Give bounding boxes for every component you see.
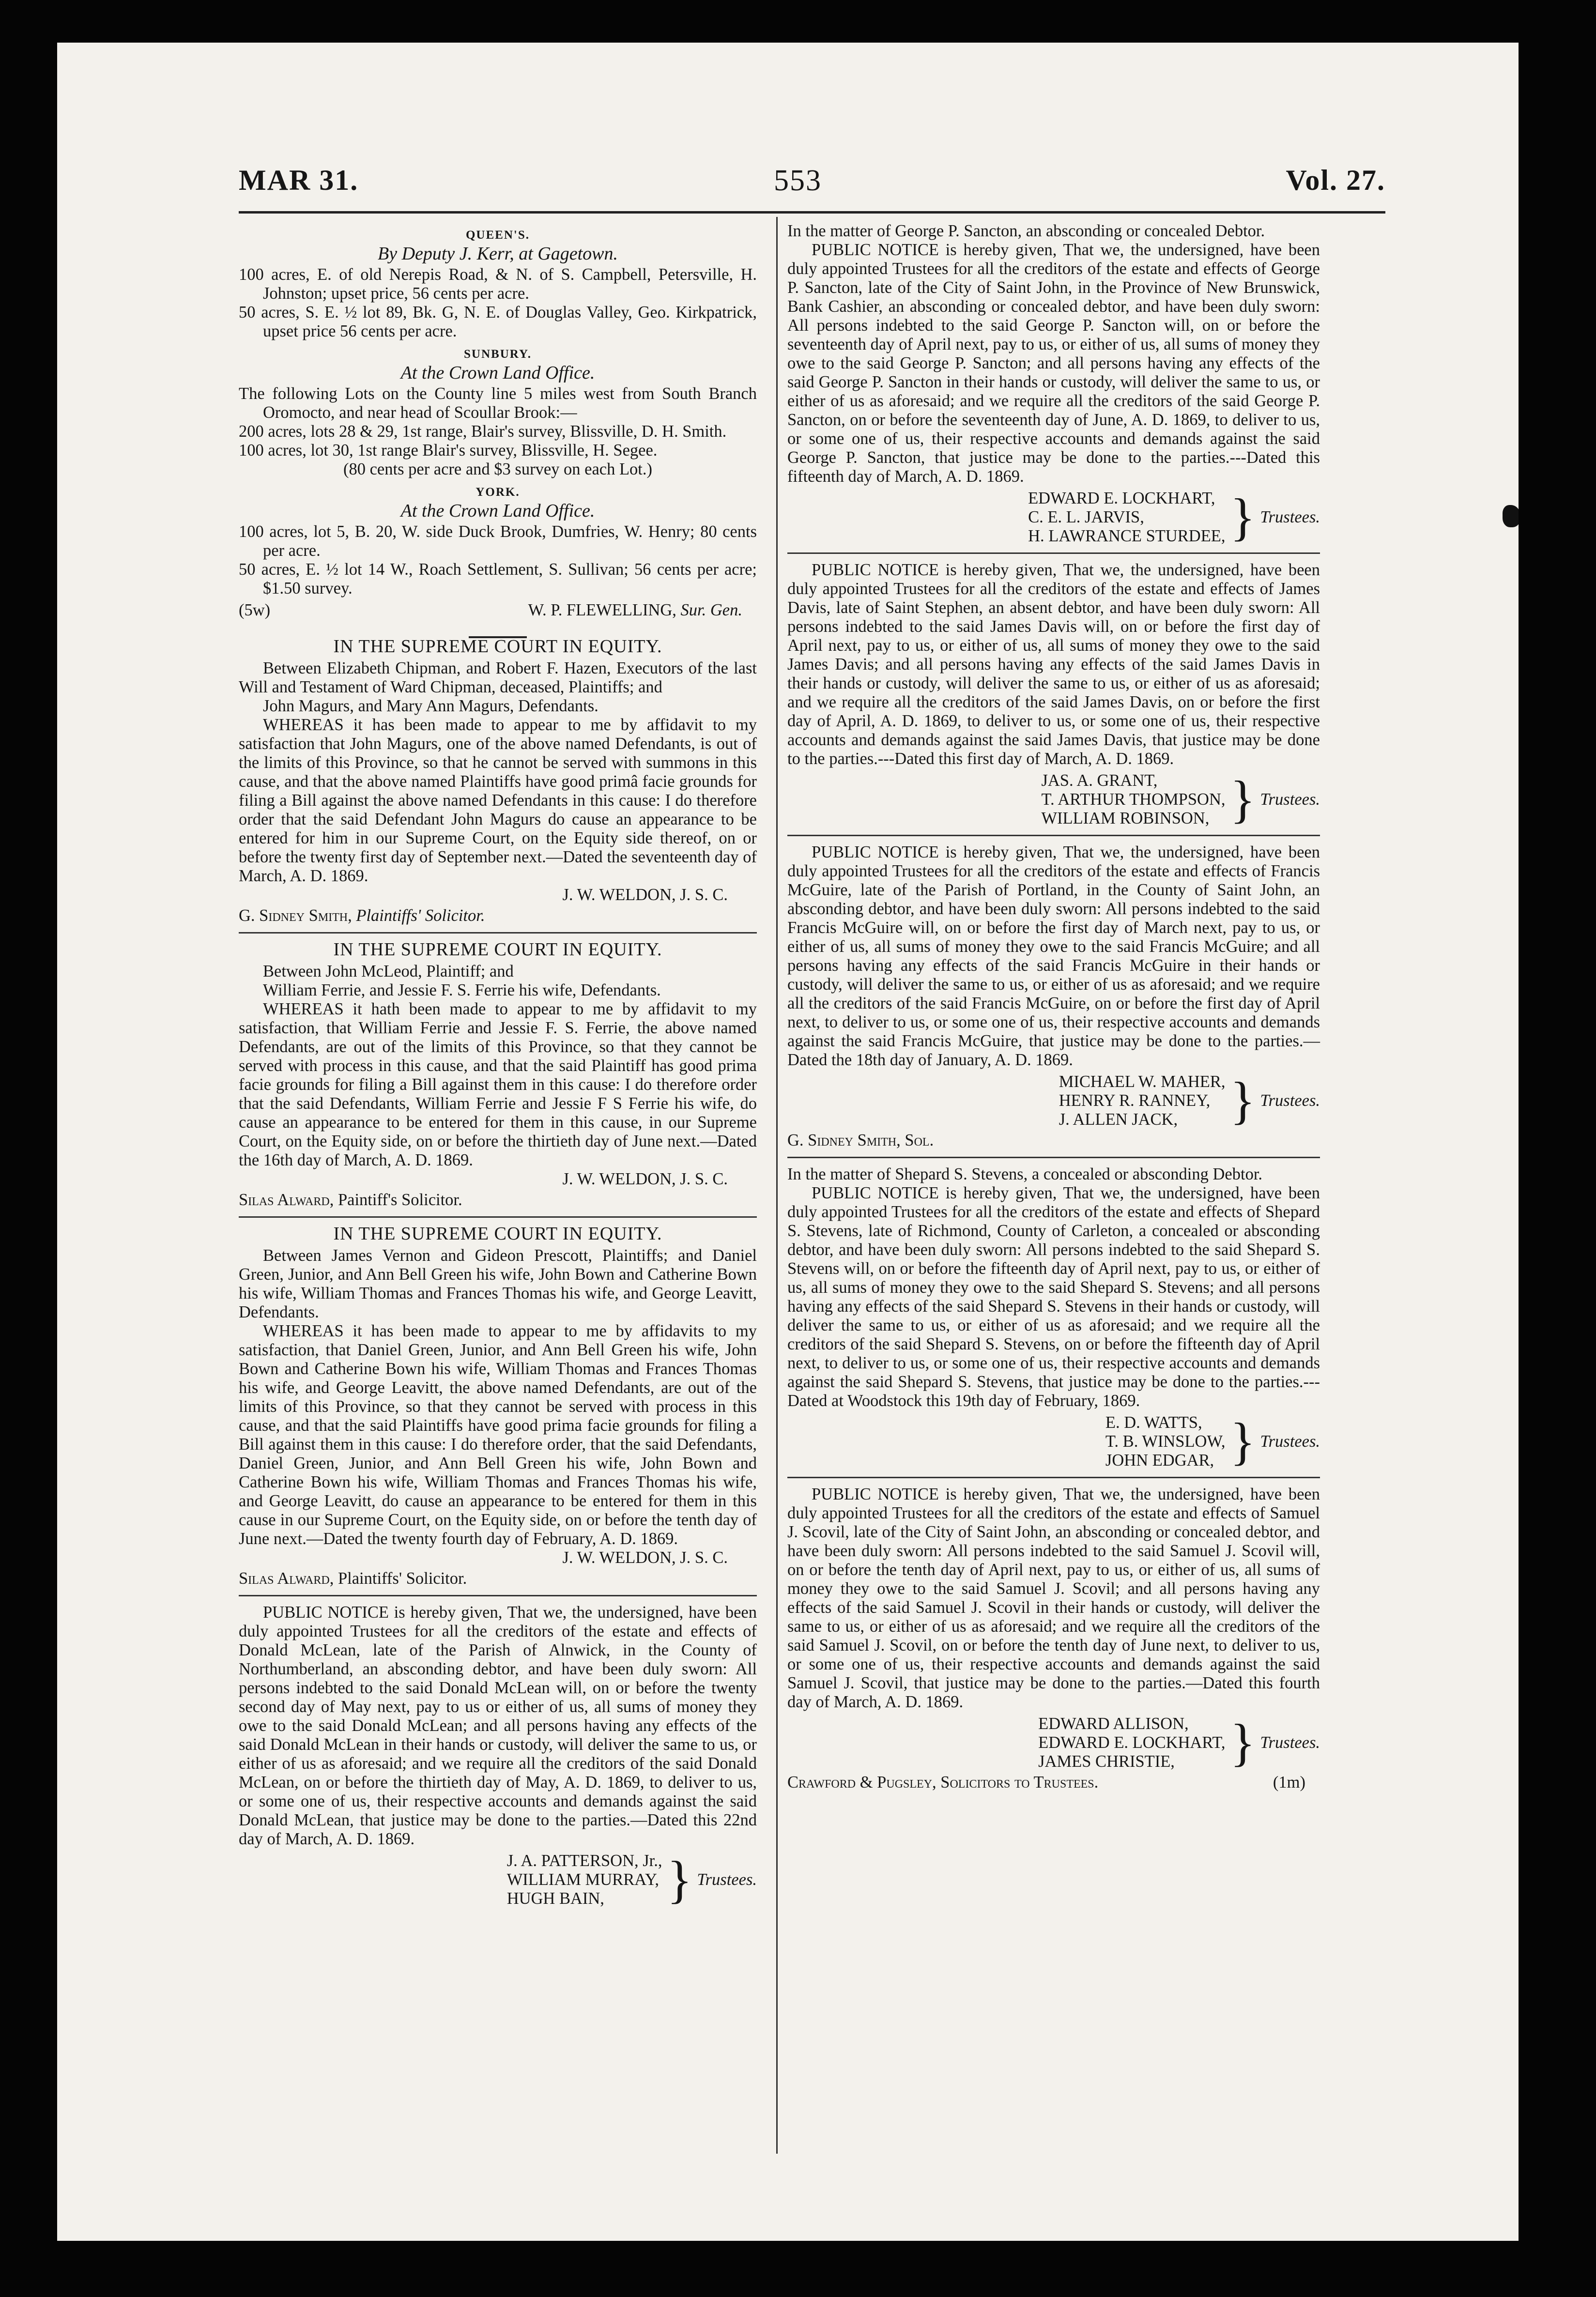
trustee-block (787, 489, 1320, 546)
trustee-name: EDWARD E. LOCKHART, (1038, 1733, 1226, 1752)
county-heading: SUNBURY. (464, 348, 532, 361)
right-column (787, 222, 1320, 1792)
surveyor-signature (528, 601, 757, 620)
county-heading: QUEEN'S. (465, 229, 530, 242)
trustee-name: C. E. L. JARVIS, (1028, 508, 1144, 526)
trustee-name: WILLIAM ROBINSON, (1041, 809, 1210, 827)
trustee-name: J. ALLEN JACK, (1059, 1110, 1178, 1129)
surveyor-title: Sur. Gen. (680, 601, 742, 619)
solicitor-role: Plaintiffs' Solicitor. (356, 906, 485, 925)
lot-entry: 100 acres, E. of old Nerepis Road, & N. of S. Campbell, Petersville, H. Johnston; upset price, 56 cents per acre. (239, 265, 757, 303)
notice-heading: IN THE SUPREME COURT IN EQUITY. (333, 1224, 662, 1244)
trustee-names (1038, 1715, 1225, 1771)
page-number: 553 (774, 164, 822, 197)
judge-signature: J. W. WELDON, J. S. C. (562, 1548, 728, 1567)
trustee-notice-stevens (787, 1165, 1320, 1470)
volume-number: Vol. 27. (1286, 164, 1385, 196)
ink-blot (1503, 505, 1519, 527)
matter-line: In the matter of Shepard S. Stevens, a concealed or absconding Debtor. (787, 1165, 1263, 1183)
crown-lands-york (239, 483, 757, 598)
notice-separator (239, 932, 757, 934)
solicitor-row (787, 1773, 1320, 1792)
lots-intro: The following Lots on the County line 5 miles west from South Branch Oromocto, and near head of Scoullar Brook:— (239, 384, 757, 422)
notice-body: WHEREAS it has been made to appear to me by affidavits to my satisfaction, that Daniel Green, Junior, and Ann Bell Green his wife, John Bown and Catherine Bown his wife, William Thomas and Frances Thomas his wife, and George Leavitt, the above named Defendants, are out of the limits of this Province, so that they cannot be served with process in this cause, and that the said Plaintiffs have good prima facie grounds for filing a Bill against them in this cause: I do therefore order, that the said Defendants, Daniel Green, Junior, and Ann Bell Green his wife, John Bown and Catherine Bown his wife, William Thomas and Frances Thomas his wife, and George Leavitt, do cause an appearance to be entered for them in this cause in our Supreme Court, on the Equity side, on or before the tenth day of June next.—Dated the twenty fourth day of February, A. D. 1869. (239, 1322, 757, 1548)
column-divider (776, 217, 778, 2154)
equity-notice-vernon (239, 1225, 757, 1588)
trustee-name: JOHN EDGAR, (1105, 1451, 1214, 1470)
equity-notice-chipman (239, 637, 757, 925)
trustee-name: JAS. A. GRANT, (1041, 771, 1158, 790)
crown-lands-sunbury (239, 345, 757, 479)
lot-entry: 200 acres, lots 28 & 29, 1st range, Blair's survey, Blissville, D. H. Smith. (239, 422, 727, 441)
insertion-code: (5w) (239, 601, 271, 619)
trustee-name: WILLIAM MURRAY, (506, 1870, 660, 1889)
crown-lands-queens (239, 226, 757, 341)
notice-body: PUBLIC NOTICE is hereby given, That we, the undersigned, have been duly appointed Trustees for all the creditors of the estate and effects of George P. Sancton, late of the City of Saint John, in the Province of New Brunswick, Bank Cashier, an absconding or concealed debtor, and have been duly sworn: All persons indebted to the said George P. Sancton will, on or before the seventeenth day of April next, pay to us, or either of us, all sums of money they owe to the said George P. Sancton; and all persons having any effects of the said George P. Sancton in their hands or custody, will deliver the same to us, or either of us as aforesaid; and we require all the creditors of the said George P. Sancton, on or before the seventeenth day of June, A. D. 1869, to deliver to us, or some one of us, their respective accounts and demands against the said George P. Sancton, that justice may be done to the parties.---Dated this fifteenth day of March, A. D. 1869. (787, 241, 1320, 486)
trustee-name: T. ARTHUR THOMPSON, (1041, 790, 1226, 809)
trustee-names (1105, 1413, 1226, 1470)
solicitor-role: Paintiff's Solicitor. (338, 1191, 462, 1209)
trustee-block (787, 1413, 1320, 1470)
notice-heading: IN THE SUPREME COURT IN EQUITY. (333, 939, 662, 960)
trustee-name: HUGH BAIN, (506, 1889, 604, 1908)
judge-signature: J. W. WELDON, J. S. C. (562, 1170, 728, 1188)
notice-parties: John Magurs, and Mary Ann Magurs, Defendants. (263, 697, 598, 715)
lot-entry: 100 acres, lot 30, 1st range Blair's survey, Blissville, H. Segee. (239, 441, 658, 459)
notice-separator (787, 1477, 1320, 1478)
trustee-names (1028, 489, 1225, 546)
notice-separator (787, 1157, 1320, 1158)
brace-glyph: } (1230, 770, 1256, 828)
lot-entry: 50 acres, S. E. ½ lot 89, Bk. G, N. E. of Douglas Valley, Geo. Kirkpatrick, upset price 56 cents per acre. (239, 303, 757, 340)
solicitor-line (239, 1191, 757, 1210)
lot-entry: 100 acres, lot 5, B. 20, W. side Duck Brook, Dumfries, W. Henry; 80 cents per acre. (239, 522, 757, 560)
trustee-notice-davis (787, 561, 1320, 828)
brace-glyph: } (1230, 1072, 1256, 1130)
notice-separator (787, 552, 1320, 554)
agent-line: At the Crown Land Office. (400, 363, 595, 383)
solicitor-name: G. Sidney Smith, (239, 906, 352, 925)
notice-separator (239, 1595, 757, 1596)
notice-body: PUBLIC NOTICE is hereby given, That we, the undersigned, have been duly appointed Trustees for all the creditors of the estate and effects of Donald McLean, late of the Parish of Alnwick, in the County of Northumberland, an absconding debtor, and have been duly sworn: All persons indebted to the said Donald McLean will, on or before the twenty second day of May next, pay to us or either of us, all sums of money they owe to the said Donald McLean; and all persons having any effects of the said Donald McLean in their hands or custody, will deliver the same to us, or either of us as aforesaid; and we require all the creditors of the said Donald McLean, on or before the thirtieth day of May, A. D. 1869, to deliver to us, or some one of us, their respective accounts and demands against the said Donald McLean, that justice may be done to the parties.—Dated this 22nd day of March, A. D. 1869. (239, 1603, 757, 1848)
lot-entry: 50 acres, E. ½ lot 14 W., Roach Settlement, S. Sullivan; 56 cents per acre; $1.50 survey. (239, 560, 757, 597)
trustee-name: HENRY R. RANNEY, (1059, 1091, 1211, 1110)
solicitor-line: Crawford & Pugsley, Solicitors to Trustees. (787, 1773, 1099, 1792)
price-note: (80 cents per acre and $3 survey on each Lot.) (343, 460, 652, 478)
trustee-names (1059, 1072, 1226, 1129)
trustee-names (507, 1852, 662, 1908)
trustee-name: JAMES CHRISTIE, (1038, 1752, 1175, 1771)
lands-signature (239, 601, 757, 620)
notice-body: PUBLIC NOTICE is hereby given, That we, the undersigned, have been duly appointed Trustees for all the creditors of the estate and effects of James Davis, late of Saint Stephen, an absent debtor, and have been duly sworn: All persons indebted to the said James Davis will, on or before the first day of April next, pay to us, or either of us, all sums of money they owe to the said James Davis; and all persons having any effects of the said James Davis in their hands or custody, will deliver the same to us, or either of us as aforesaid; and we require all the creditors of the said James Davis, on or before the first day of April, A. D. 1869, to deliver to us, or some one of us, their respective accounts and demands against the said James Davis, that justice may be done to the parties.---Dated this first day of March, A. D. 1869. (787, 561, 1320, 768)
notice-parties: Between Elizabeth Chipman, and Robert F. Hazen, Executors of the last Will and Testament of Ward Chipman, deceased, Plaintiffs; and (239, 659, 757, 696)
notice-heading: IN THE SUPREME COURT IN EQUITY. (333, 636, 662, 657)
notice-body: WHEREAS it has been made to appear to me by affidavit to my satisfaction that John Magurs, one of the above named Defendants, is out of the limits of this Province, so that he cannot be served with summons in this cause, and that the above named Plaintiffs have good primâ facie grounds for filing a Bill against the above named Defendants in this cause: I do therefore order that the said Defendant John Magurs do cause an appearance to be entered for him in our Supreme Court, on the Equity side thereof, on or before the twenty first day of September next.—Dated the seventeenth day of March, A. D. 1869. (239, 716, 757, 885)
notice-parties: William Ferrie, and Jessie F. S. Ferrie his wife, Defendants. (263, 981, 661, 999)
trustee-name: EDWARD E. LOCKHART, (1028, 489, 1215, 507)
trustee-block (787, 771, 1320, 828)
solicitor-name: Silas Alward, (239, 1569, 334, 1588)
brace-glyph: } (667, 1851, 692, 1909)
notice-parties: Between John McLeod, Plaintiff; and (263, 962, 514, 980)
left-column (239, 222, 757, 1908)
notice-separator (239, 1216, 757, 1218)
agent-line: By Deputy J. Kerr, at Gagetown. (377, 244, 618, 264)
gazette-page (57, 43, 1519, 2241)
trustee-notice-mclean (239, 1603, 757, 1908)
brace-glyph: } (1230, 1714, 1256, 1772)
notice-body: WHEREAS it hath been made to appear to me by affidavit to my satisfaction, that William Ferrie and Jessie F. S. Ferrie, the above named Defendants, are out of the limits of this Province, so that they cannot be served with process in this cause, and that the said Plaintiff has good prima facie grounds for filing a Bill against them in this cause: I do therefore order that the said Defendants, William Ferrie and Jessie F S Ferrie his wife, do cause an appearance to be entered for them in this cause, in our Supreme Court, on the Equity side, on or before the thirtieth day of June next.—Dated the 16th day of March, A. D. 1869. (239, 1000, 757, 1169)
trustee-names (1041, 771, 1225, 828)
brace-glyph: } (1230, 1412, 1256, 1470)
trustee-block (787, 1072, 1320, 1129)
trustee-name: EDWARD ALLISON, (1038, 1715, 1189, 1733)
trustee-block (239, 1852, 757, 1908)
judge-signature: J. W. WELDON, J. S. C. (562, 886, 728, 904)
notice-body: PUBLIC NOTICE is hereby given, That we, the undersigned, have been duly appointed Trustees for all the creditors of the estate and effects of Shepard S. Stevens, late of Richmond, County of Carleton, a concealed or absconding debtor, and have been duly sworn: All persons indebted to the said Shepard S. Stevens will, on or before the fifteenth day of April next, pay to us, or either of us, all sums of money they owe to the said Shepard S. Stevens; and all persons having any effects of the said Shepard S. Stevens in their hands or custody, will deliver the same to us, or either of us as aforesaid; and we require all the creditors of the said Shepard S. Stevens, on or before the fifteenth day of April next, to deliver to us, or some one of us, their respective accounts and demands against the said Shepard S. Stevens, that justice may be done to the parties.---Dated at Woodstock this 19th day of February, 1869. (787, 1184, 1320, 1410)
trustees-label: Trustees. (1260, 1091, 1320, 1110)
equity-notice-mcleod (239, 940, 757, 1210)
notice-body: PUBLIC NOTICE is hereby given, That we, the undersigned, have been duly appointed Trustees for all the creditors of the estate and effects of Samuel J. Scovil, late of the City of Saint John, an absconding or concealed debtor, and have been duly sworn: All persons indebted to the said Samuel J. Scovil will, on or before the tenth day of April next, pay to us, or either of us, all sums of money they owe to the said Samuel J. Scovil; and all persons having any effects of the said Samuel J. Scovil in their hands or custody, will deliver the same to us, or either of us as aforesaid; and we require all the creditors of the said Samuel J. Scovil, on or before the tenth day of June next, to deliver to us, or some one of us, their respective accounts and demands against the said Samuel J. Scovil, that justice may be done to the parties.—Dated this fourth day of March, A. D. 1869. (787, 1485, 1320, 1711)
trustee-name: MICHAEL W. MAHER, (1059, 1072, 1226, 1091)
trustee-notice-scovil (787, 1485, 1320, 1792)
notice-separator (787, 835, 1320, 836)
agent-line: At the Crown Land Office. (400, 501, 595, 521)
solicitor-line (239, 1569, 757, 1588)
trustee-name: E. D. WATTS, (1105, 1413, 1202, 1432)
trustee-notice-sancton (787, 222, 1320, 546)
solicitor-line: G. Sidney Smith, Sol. (787, 1131, 934, 1149)
trustee-block (787, 1715, 1320, 1771)
insertion-code: (1m) (1273, 1773, 1305, 1792)
trustee-name: J. A. PATTERSON, Jr., (506, 1852, 662, 1870)
trustees-label: Trustees. (1260, 508, 1320, 526)
matter-line: In the matter of George P. Sancton, an absconding or concealed Debtor. (787, 222, 1265, 240)
section-dash (239, 624, 757, 630)
trustee-name: T. B. WINSLOW, (1105, 1432, 1226, 1451)
issue-date: MAR 31. (239, 164, 359, 196)
trustee-notice-mcguire (787, 843, 1320, 1150)
solicitor-role: Plaintiffs' Solicitor. (338, 1569, 467, 1588)
notice-body: PUBLIC NOTICE is hereby given, That we, the undersigned, have been duly appointed Trustees for all the creditors of the estate and effects of Francis McGuire, late of the Parish of Portland, in the County of Saint John, an absconding debtor, and have been duly sworn: All persons indebted to the said Francis McGuire will, on or before the first day of March next, pay to us, or either of us, all sums of money they owe to the said Francis McGuire; and all persons having any effects of the said Francis McGuire in their hands or custody, will deliver the same to us, or either of us as aforesaid; and we require all the creditors of the said Francis McGuire, on or before the first day of April next, to deliver to us, or some one of us, their respective accounts and demands against the said Francis McGuire, that justice may be done to the parties.—Dated the 18th day of January, A. D. 1869. (787, 843, 1320, 1069)
brace-glyph: } (1230, 488, 1256, 546)
trustee-name: H. LAWRANCE STURDEE, (1028, 527, 1226, 545)
solicitor-name: Silas Alward, (239, 1191, 334, 1209)
trustees-label: Trustees. (697, 1870, 757, 1889)
county-heading: YORK. (476, 486, 520, 499)
solicitor-line (239, 906, 757, 925)
trustees-label: Trustees. (1260, 790, 1320, 809)
surveyor-name: W. P. FLEWELLING, (528, 601, 676, 619)
header-rule (239, 211, 1385, 214)
trustees-label: Trustees. (1260, 1733, 1320, 1752)
trustees-label: Trustees. (1260, 1432, 1320, 1451)
notice-parties: Between James Vernon and Gideon Prescott, Plaintiffs; and Daniel Green, Junior, and Ann Bell Green his wife, John Bown and Catherine Bown his wife, William Thomas and Frances Thomas his wife, and George Leavitt, Defendants. (239, 1246, 757, 1321)
